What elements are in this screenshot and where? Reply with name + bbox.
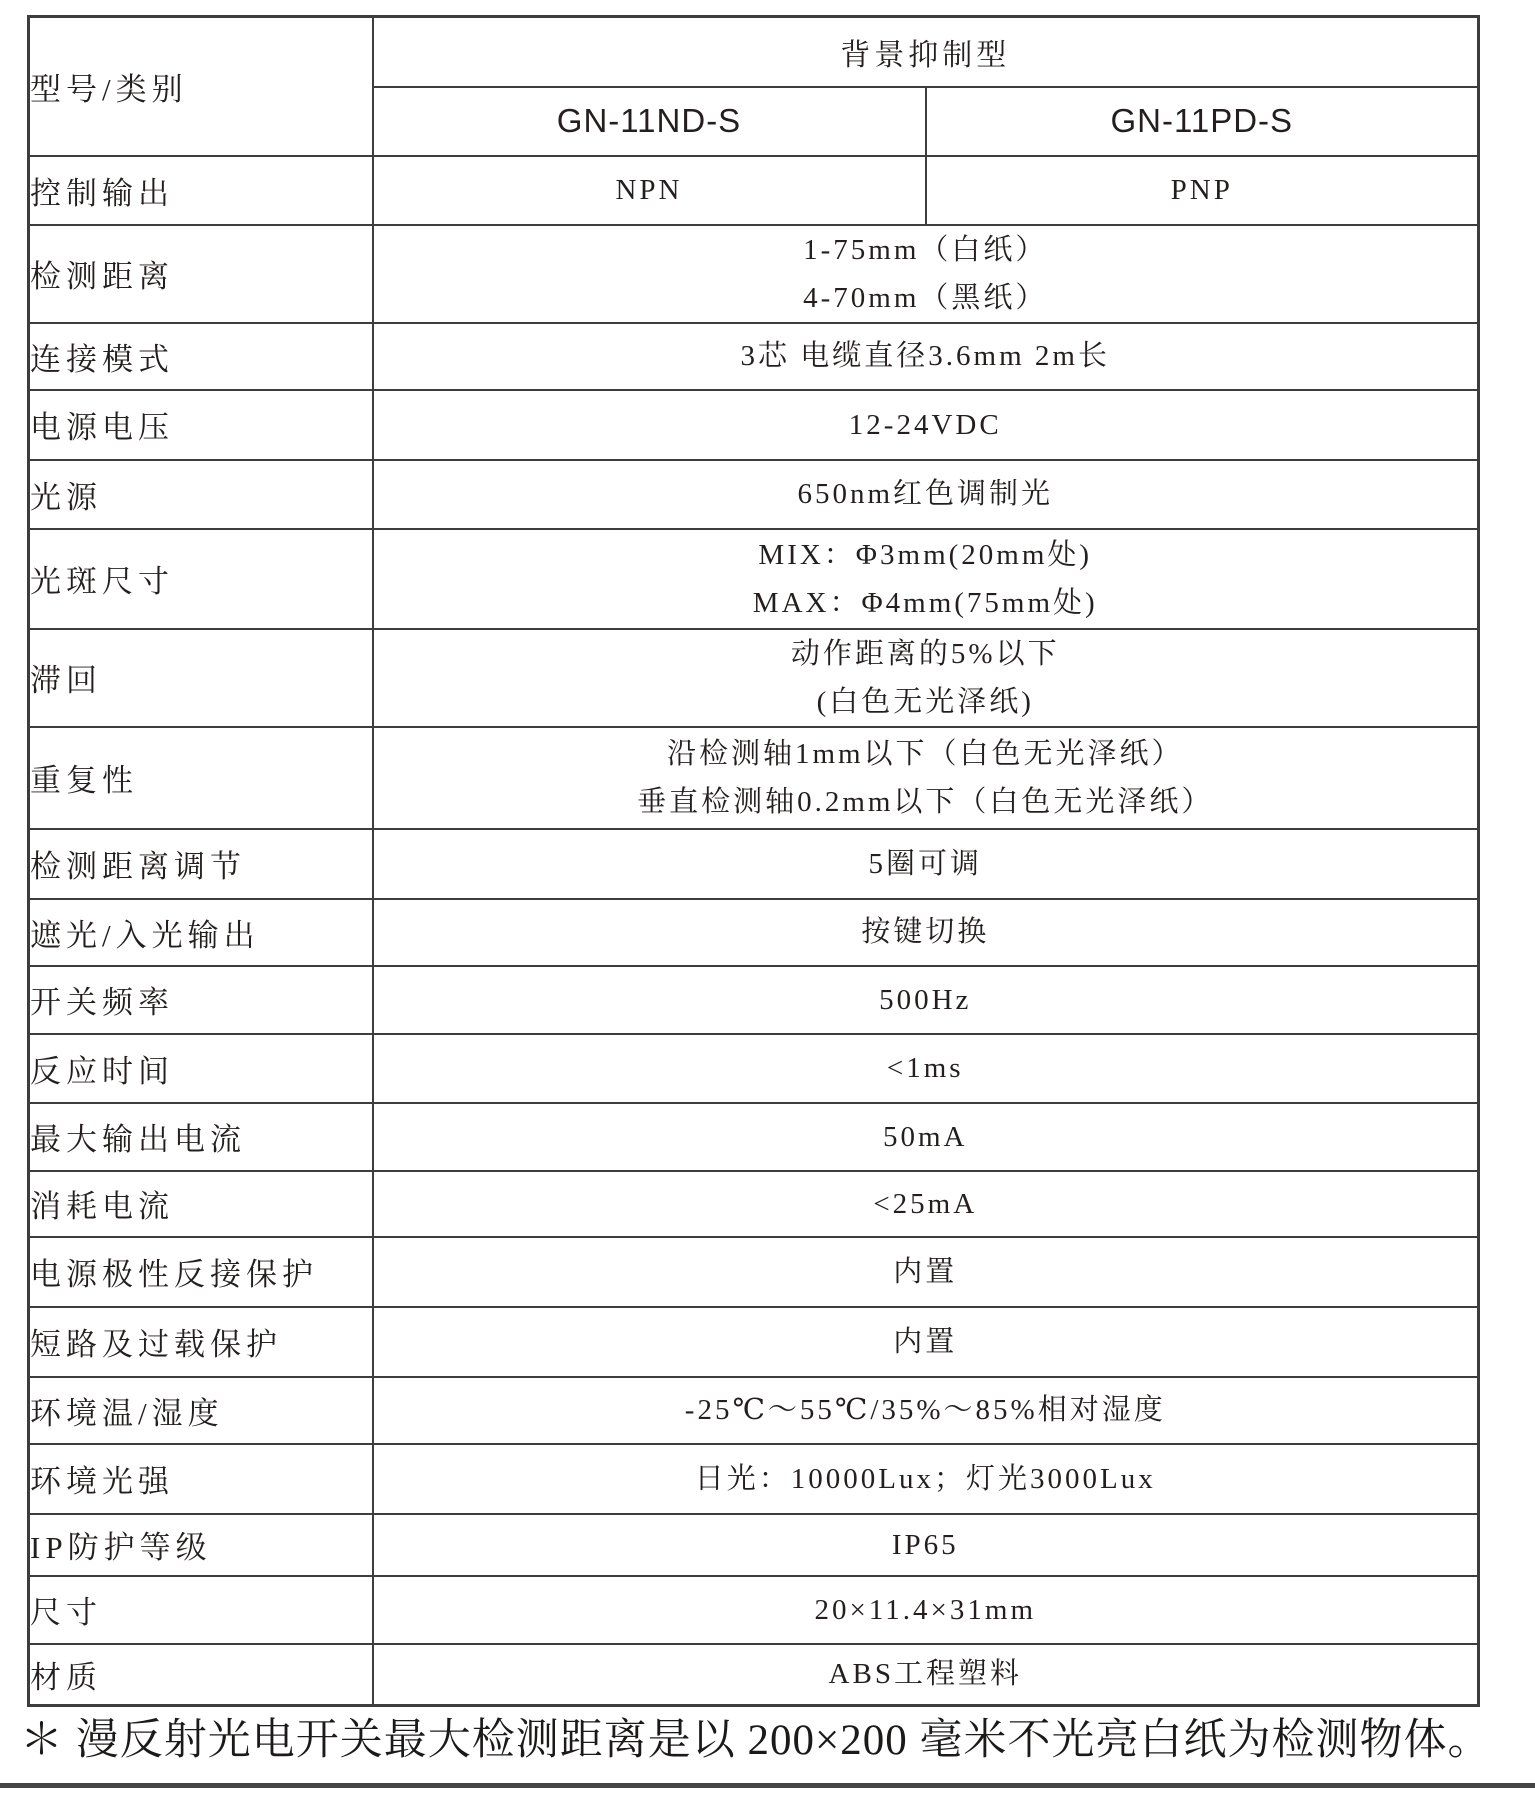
table-row [29, 1576, 1479, 1644]
row-value [373, 1377, 1479, 1444]
value-line: (白色无光泽纸) [816, 685, 1034, 718]
table-row [29, 1237, 1479, 1307]
row-value [373, 1034, 1479, 1103]
row-value [373, 1171, 1479, 1237]
row-value [373, 727, 1479, 829]
table-row [29, 899, 1479, 966]
row-value [373, 1576, 1479, 1644]
row-value [373, 529, 1479, 629]
row-label: 最大输出电流 [29, 1103, 373, 1171]
row-value [373, 460, 1479, 529]
value-line: IP65 [891, 1528, 959, 1561]
table-row [29, 1171, 1479, 1237]
table-row [29, 323, 1479, 390]
table-row [29, 1444, 1479, 1514]
value-line: -25℃～55℃/35%～85%相对湿度 [684, 1394, 1166, 1426]
row-label: 重复性 [29, 727, 373, 829]
value-line: 按键切换 [861, 916, 990, 948]
model-left-cell: GN-11ND-S [373, 87, 926, 156]
value-line: MAX：Φ4mm(75mm处) [752, 586, 1098, 619]
value-line: 4-70mm（黑纸） [803, 281, 1048, 314]
row-label: 反应时间 [29, 1034, 373, 1103]
table-row [29, 225, 1479, 323]
value-line: ABS工程塑料 [828, 1658, 1022, 1691]
table-row [29, 727, 1479, 829]
row-label: 光源 [29, 460, 373, 529]
row-label: 消耗电流 [29, 1171, 373, 1237]
value-line: 内置 [893, 1325, 958, 1358]
row-label: 遮光/入光输出 [29, 899, 373, 966]
table-row [29, 1377, 1479, 1444]
value-line: 1-75mm（白纸） [803, 233, 1048, 266]
row-label: 环境温/湿度 [29, 1377, 373, 1444]
row-value [373, 1514, 1479, 1576]
value-line: MIX：Φ3mm(20mm处) [758, 538, 1093, 571]
table-row [29, 629, 1479, 727]
spec-table [27, 15, 1480, 1707]
value-line: 日光：10000Lux；灯光3000Lux [694, 1462, 1156, 1495]
footnote: ＊ 漫反射光电开关最大检测距离是以 200×200 毫米不光亮白纸为检测物体。 [20, 1717, 1492, 1764]
value-line: 5圈可调 [868, 847, 982, 880]
table-row [29, 966, 1479, 1034]
value-line: 沿检测轴1mm以下（白色无光泽纸） [666, 737, 1184, 770]
row-label-control-output: 控制输出 [29, 156, 373, 225]
table-row [29, 1034, 1479, 1103]
value-line: 500Hz [879, 983, 972, 1016]
row-value [373, 966, 1479, 1034]
value-line: 3芯 电缆直径3.6mm 2m长 [740, 340, 1110, 372]
row-label: 滞回 [29, 629, 373, 727]
row-label: 材质 [29, 1644, 373, 1706]
value-line: <1ms [886, 1052, 964, 1084]
value-line: 动作距离的5%以下 [790, 637, 1060, 670]
row-value [373, 829, 1479, 899]
row-label: 电源电压 [29, 390, 373, 460]
row-value [373, 1103, 1479, 1171]
value-line: 650nm红色调制光 [797, 478, 1054, 510]
row-value [373, 1444, 1479, 1514]
row-label: 开关频率 [29, 966, 373, 1034]
row-value [373, 323, 1479, 390]
row-value [373, 629, 1479, 727]
table-row [29, 529, 1479, 629]
table-row-header-category [29, 17, 1479, 87]
table-row [29, 1103, 1479, 1171]
value-line: 50mA [883, 1120, 968, 1153]
row-label-model-category: 型号/类别 [29, 17, 373, 156]
value-line: 垂直检测轴0.2mm以下（白色无光泽纸） [637, 785, 1214, 818]
value-line: 12-24VDC [848, 408, 1002, 441]
table-row [29, 1307, 1479, 1377]
row-value [373, 390, 1479, 460]
table-row [29, 1644, 1479, 1706]
row-label: 连接模式 [29, 323, 373, 390]
row-value [373, 1237, 1479, 1307]
row-label: IP防护等级 [29, 1514, 373, 1576]
row-value [373, 1307, 1479, 1377]
value-line: 20×11.4×31mm [814, 1593, 1036, 1626]
control-output-right-cell: PNP [926, 156, 1479, 225]
table-row [29, 1514, 1479, 1576]
table-row [29, 390, 1479, 460]
value-line: <25mA [873, 1187, 978, 1220]
category-cell: 背景抑制型 [373, 17, 1479, 87]
table-row-control-output [29, 156, 1479, 225]
row-label: 环境光强 [29, 1444, 373, 1514]
table-row [29, 460, 1479, 529]
row-label: 检测距离 [29, 225, 373, 323]
model-right-cell: GN-11PD-S [926, 87, 1479, 156]
control-output-left-cell: NPN [373, 156, 926, 225]
row-label: 尺寸 [29, 1576, 373, 1644]
bottom-rule [0, 1783, 1535, 1788]
row-label: 光斑尺寸 [29, 529, 373, 629]
row-value [373, 225, 1479, 323]
row-label: 检测距离调节 [29, 829, 373, 899]
row-value [373, 899, 1479, 966]
row-label: 电源极性反接保护 [29, 1237, 373, 1307]
table-row [29, 829, 1479, 899]
value-line: 内置 [893, 1255, 958, 1288]
row-label: 短路及过载保护 [29, 1307, 373, 1377]
row-value [373, 1644, 1479, 1706]
